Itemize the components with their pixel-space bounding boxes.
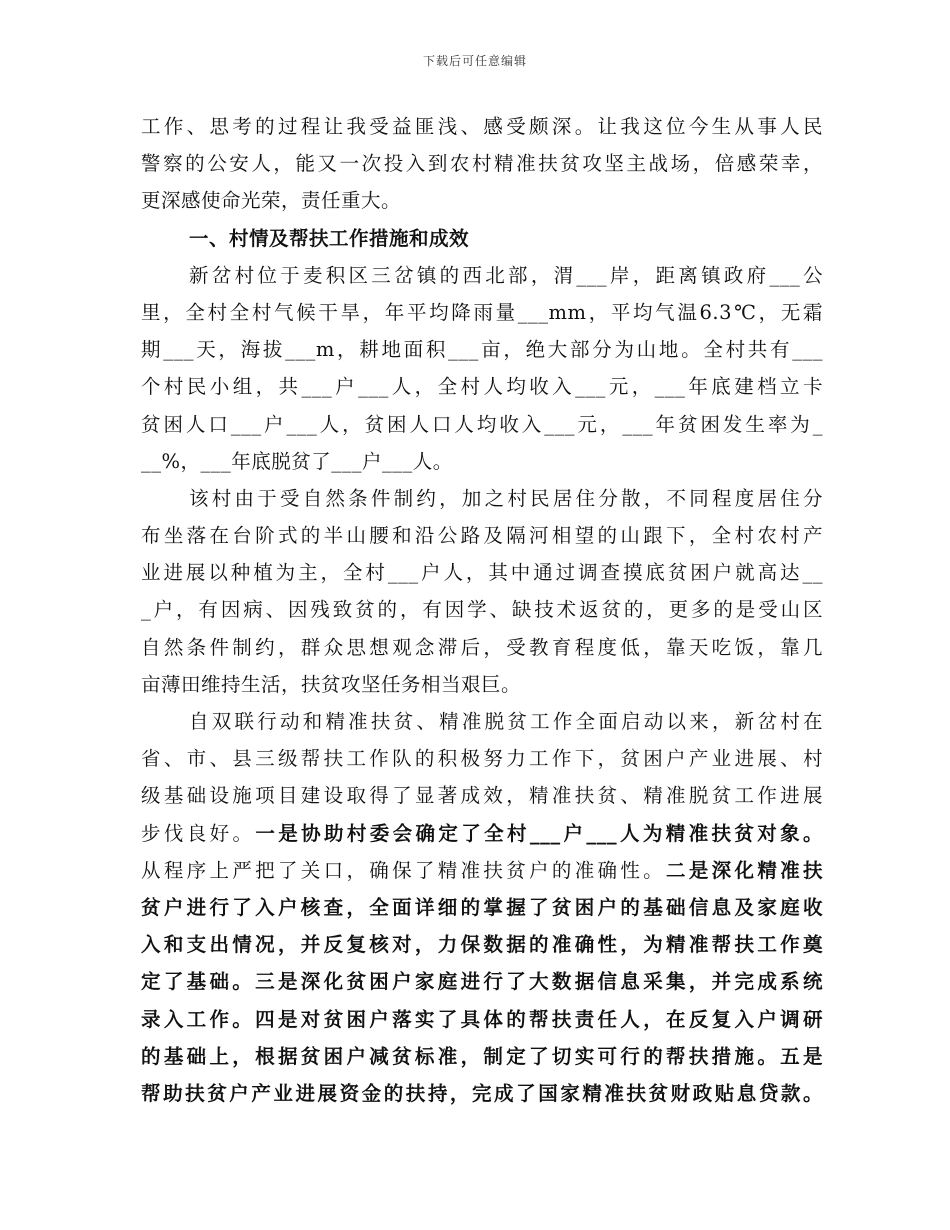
document-body xyxy=(141,108,823,1112)
text-line xyxy=(141,517,823,554)
bold-text-segment: 的基础上，根据贫困户减贫标准，制定了切实可行的帮扶措施。五是 xyxy=(141,1044,823,1068)
text-line xyxy=(141,257,823,294)
text-line xyxy=(141,443,823,480)
text-line xyxy=(141,852,823,889)
text-line xyxy=(141,889,823,926)
text-line xyxy=(141,926,823,963)
bold-text-segment: 定了基础。三是深化贫困户家庭进行了大数据信息采集，并完成系统 xyxy=(141,970,823,994)
text-line xyxy=(141,666,823,703)
bold-text-segment: 二是深化精准扶 xyxy=(666,858,823,882)
text-line xyxy=(141,368,823,405)
text-segment: 自双联行动和精准扶贫、精准脱贫工作全面启动以来，新岔村在 xyxy=(189,710,823,733)
text-line xyxy=(141,108,823,145)
text-line xyxy=(141,815,823,852)
text-segment: 该村由于受自然条件制约，加之村民居住分散，不同程度居住分 xyxy=(189,486,823,510)
text-line xyxy=(141,331,823,368)
bold-text-segment: 贫户进行了入户核查，全面详细的掌握了贫困户的基础信息及家庭收 xyxy=(141,895,823,919)
text-segment: 警察的公安人，能又一次投入到农村精准扶贫攻坚主战场，倍感荣幸， xyxy=(141,152,823,176)
text-segment: 工作、思考的过程让我受益匪浅、感受颇深。让我这位今生从事人民 xyxy=(141,115,823,138)
bold-text-segment: 入和支出情况，并反复核对，力保数据的准确性，为精准帮扶工作奠 xyxy=(141,933,823,957)
text-line xyxy=(141,591,823,628)
bold-text-segment: 一、村情及帮扶工作措施和成效 xyxy=(189,226,470,250)
text-line xyxy=(141,740,823,777)
text-segment: 业进展以种植为主，全村___户人，其中通过调查摸底贫困户就高达__ xyxy=(141,561,823,585)
text-line xyxy=(141,480,823,517)
text-line xyxy=(141,629,823,666)
text-line xyxy=(141,1001,823,1038)
text-segment: __%，___年底脱贫了___户___人。 xyxy=(141,449,453,473)
text-line xyxy=(141,1075,823,1112)
bold-text-segment: 录入工作。四是对贫困户落实了具体的帮扶责任人，在反复入户调研 xyxy=(141,1007,823,1031)
text-segment: 期___天，海拔___m，耕地面积___亩，绝大部分为山地。全村共有___ xyxy=(141,338,823,362)
page-header: 下载后可任意编辑 xyxy=(422,54,527,68)
text-line xyxy=(141,182,823,219)
text-segment: 更深感使命光荣，责任重大。 xyxy=(141,189,402,213)
text-line xyxy=(141,703,823,740)
bold-text-segment: 一是协助村委会确定了全村___户___人为精准扶贫对象。 xyxy=(255,821,823,845)
text-line xyxy=(141,554,823,591)
text-line xyxy=(141,777,823,814)
text-segment: 从程序上严把了关口，确保了精准扶贫户的准确性。 xyxy=(141,858,667,882)
text-segment: 布坐落在台阶式的半山腰和沿公路及隔河相望的山跟下，全村农村产 xyxy=(141,524,823,548)
text-segment: 自然条件制约，群众思想观念滞后，受教育程度低，靠天吃饭，靠几 xyxy=(141,635,823,659)
text-segment: 省、市、县三级帮扶工作队的积极努力工作下，贫困户产业进展、村 xyxy=(141,747,823,771)
text-segment: _户，有因病、因残致贫的，有因学、缺技术返贫的，更多的是受山区 xyxy=(141,598,823,622)
text-line xyxy=(141,294,823,331)
text-segment: 步伐良好。 xyxy=(141,821,256,845)
text-line xyxy=(141,406,823,443)
section-heading xyxy=(141,220,823,257)
text-segment: 个村民小组，共___户___人，全村人均收入___元，___年底建档立卡 xyxy=(141,375,823,399)
text-line xyxy=(141,963,823,1000)
text-segment: 级基础设施项目建设取得了显著成效，精准扶贫、精准脱贫工作进展 xyxy=(141,784,823,808)
text-segment: 亩薄田维持生活，扶贫攻坚任务相当艰巨。 xyxy=(141,672,522,696)
text-segment: 里，全村全村气候干旱，年平均降雨量___mm，平均气温6.3℃，无霜 xyxy=(141,300,823,324)
bold-text-segment: 帮助扶贫户产业进展资金的扶持，完成了国家精准扶贫财政贴息贷款。 xyxy=(141,1081,823,1105)
text-line xyxy=(141,145,823,182)
text-segment: 新岔村位于麦积区三岔镇的西北部，渭___岸，距离镇政府___公 xyxy=(189,263,823,287)
text-segment: 贫困人口___户___人，贫困人口人均收入___元，___年贫困发生率为_ xyxy=(141,412,823,436)
text-line xyxy=(141,1038,823,1075)
